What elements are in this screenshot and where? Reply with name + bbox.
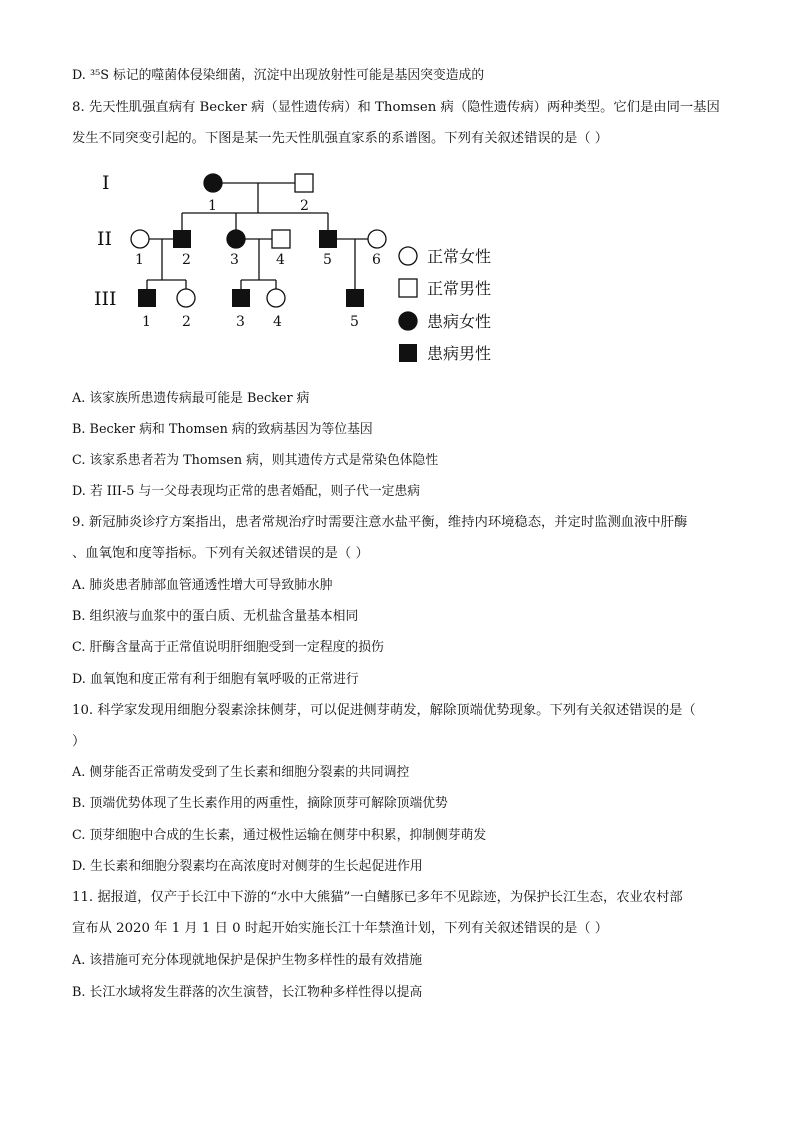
gen2-number: 4 [276,252,285,268]
legend-affected-male: 患病男性 [427,344,492,363]
q9-option-d: D. 血氧饱和度正常有利于细胞有氧呼吸的正常进行 [72,672,359,687]
gen2-number: 5 [323,252,332,268]
gen3-number: 1 [142,314,151,330]
pedigree-chart [90,168,530,368]
q8-option-b: B. Becker 病和 Thomsen 病的致病基因为等位基因 [72,422,373,437]
legend-normal-female: 正常女性 [427,247,492,266]
gen-label-1: I [102,172,110,194]
normal-female-symbol [131,230,149,248]
gen1-number: 1 [208,198,217,214]
normal-female-symbol [368,230,386,248]
q7-option-d: D. ³⁵S 标记的噬菌体侵染细菌，沉淀中出现放射性可能是基因突变造成的 [72,68,485,83]
legend-normal-male-symbol [399,279,417,297]
q8-option-a: A. 该家族所患遗传病最可能是 Becker 病 [72,391,310,406]
q10-option-b: B. 顶端优势体现了生长素作用的两重性，摘除顶芽可解除顶端优势 [72,796,448,811]
q9-option-c: C. 肝酶含量高于正常值说明肝细胞受到一定程度的损伤 [72,640,384,655]
gen3-number: 3 [236,314,245,330]
q10-stem-line1: 10. 科学家发现用细胞分裂素涂抹侧芽，可以促进侧芽萌发，解除顶端优势现象。下列有关叙述错误的是（ [72,703,696,718]
gen2-number: 6 [372,252,381,268]
affected-male-symbol [319,230,337,248]
gen-label-3: III [94,288,117,310]
q9-option-b: B. 组织液与血浆中的蛋白质、无机盐含量基本相同 [72,609,359,624]
legend-affected-female: 患病女性 [427,312,492,331]
q8-stem-line2: 发生不同突变引起的。下图是某一先天性肌强直家系的系谱图。下列有关叙述错误的是（ ） [72,131,609,146]
q10-option-a: A. 侧芽能否正常萌发受到了生长素和细胞分裂素的共同调控 [72,765,410,780]
gen1-number: 2 [300,198,309,214]
q8-stem-line1: 8. 先天性肌强直病有 Becker 病（显性遗传病）和 Thomsen 病（隐性遗传病）两种类型。它们是由同一基因 [72,100,720,115]
legend-affected-female-symbol [399,312,417,330]
q8-option-c: C. 该家系患者若为 Thomsen 病，则其遗传方式是常染色体隐性 [72,453,439,468]
q9-option-a: A. 肺炎患者肺部血管通透性增大可导致肺水肿 [72,578,333,593]
normal-female-symbol [177,289,195,307]
affected-female-symbol [227,230,245,248]
q10-option-d: D. 生长素和细胞分裂素均在高浓度时对侧芽的生长起促进作用 [72,859,423,874]
q11-stem-line1: 11. 据报道，仅产于长江中下游的“水中大熊猫”一白鳍豚已多年不见踪迹，为保护长江生态，农业农村部 [72,890,683,905]
normal-female-symbol [267,289,285,307]
legend-affected-male-symbol [399,344,417,362]
normal-male-symbol [295,174,313,192]
q8-option-d: D. 若 III-5 与一父母表现均正常的患者婚配，则子代一定患病 [72,484,421,499]
q9-stem-line1: 9. 新冠肺炎诊疗方案指出，患者常规治疗时需要注意水盐平衡，维持内环境稳态，并定时监测血液中肝酶 [72,515,688,530]
q11-stem-line2: 宣布从 2020 年 1 月 1 日 0 时起开始实施长江十年禁渔计划，下列有关叙述错误的是（ ） [72,921,609,936]
legend-normal-male: 正常男性 [427,279,492,298]
gen3-number: 4 [273,314,282,330]
gen2-number: 2 [182,252,191,268]
affected-male-symbol [232,289,250,307]
q9-stem-line2: 、血氧饱和度等指标。下列有关叙述错误的是（ ） [72,546,369,561]
affected-female-symbol [204,174,222,192]
affected-male-symbol [138,289,156,307]
gen-label-2: II [97,228,113,250]
normal-male-symbol [272,230,290,248]
q10-option-c: C. 顶芽细胞中合成的生长素，通过极性运输在侧芽中积累，抑制侧芽萌发 [72,828,487,843]
legend-normal-female-symbol [399,247,417,265]
affected-male-symbol [346,289,364,307]
gen3-number: 2 [182,314,191,330]
gen2-number: 3 [230,252,239,268]
gen3-number: 5 [350,314,359,330]
affected-male-symbol [173,230,191,248]
q10-stem-line2: ） [72,734,86,749]
gen2-number: 1 [135,252,144,268]
q11-option-b: B. 长江水域将发生群落的次生演替，长江物种多样性得以提高 [72,985,423,1000]
q11-option-a: A. 该措施可充分体现就地保护是保护生物多样性的最有效措施 [72,953,423,968]
